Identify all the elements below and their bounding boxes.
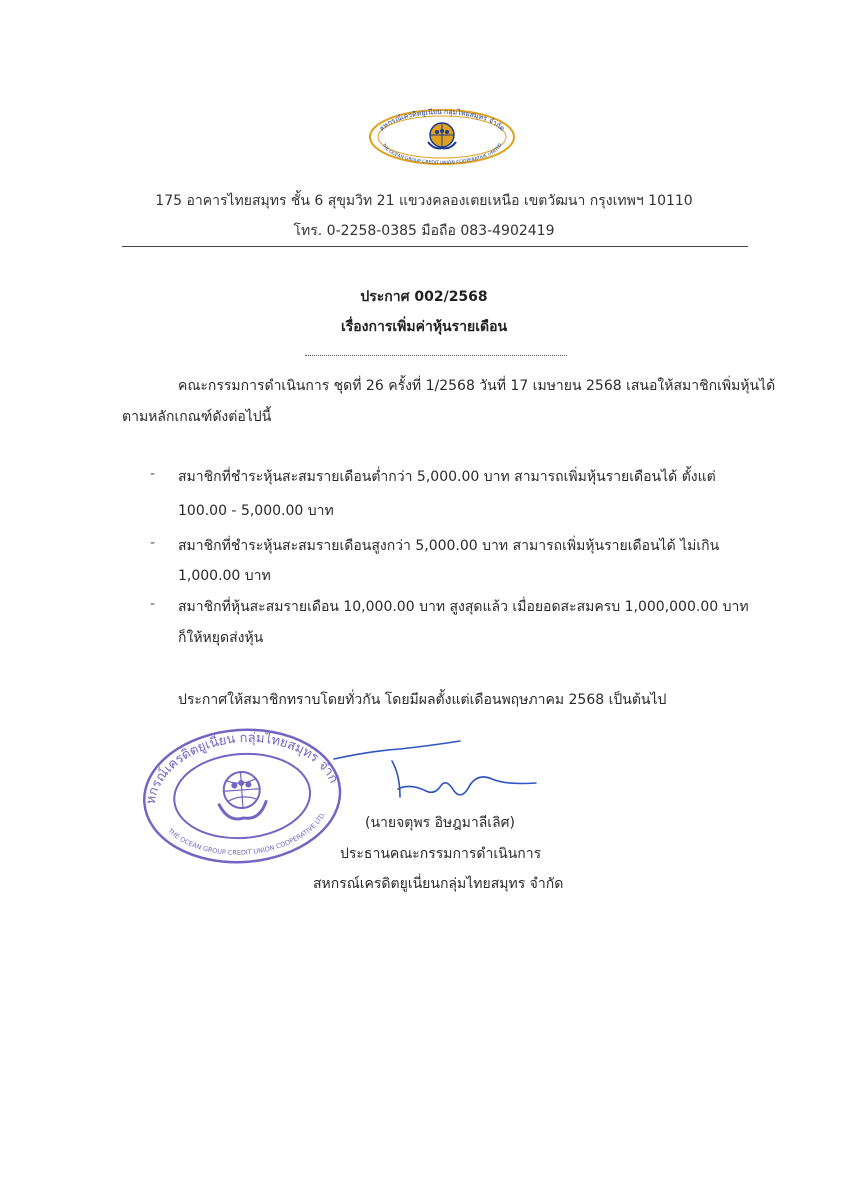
address-line: 175 อาคารไทยสมุทร ชั้น 6 สุขุมวิท 21 แขวงคลองเตยเหนือ เขตวัฒนา กรุงเทพฯ 10110	[155, 193, 693, 209]
bullet-2-line1: สมาชิกที่ชำระหุ้นสะสมรายเดือนสูงกว่า 5,000.00 บาท สามารถเพิ่มหุ้นรายเดือนได้ ไม่เกิน	[178, 538, 720, 554]
closing-paragraph: ประกาศให้สมาชิกทราบโดยทั่วกัน โดยมีผลตั้งแต่เดือนพฤษภาคม 2568 เป็นต้นไป	[178, 692, 667, 708]
svg-text:สหกรณ์เครดิตยูเนี่ยน กลุ่มไทยส: สหกรณ์เครดิตยูเนี่ยน กลุ่มไทยสมุทร จำกัด	[377, 108, 507, 133]
bullet-2-line2: 1,000.00 บาท	[178, 568, 271, 584]
bullet-dash: -	[150, 535, 156, 551]
announcement-number: ประกาศ 002/2568	[360, 289, 488, 305]
handwritten-signature	[330, 735, 545, 805]
svg-text:สหกรณ์เครดิตยูเนี่ยน กลุ่มไทยส: สหกรณ์เครดิตยูเนี่ยน กลุ่มไทยสมุทร จำกัด	[143, 730, 341, 806]
bullet-1-line2: 100.00 - 5,000.00 บาท	[178, 503, 334, 519]
signatory-organization: สหกรณ์เครดิตยูเนี่ยนกลุ่มไทยสมุทร จำกัด	[313, 876, 564, 892]
bullet-dash: -	[150, 596, 156, 612]
phone-line: โทร. 0-2258-0385 มือถือ 083-4902419	[293, 223, 555, 239]
intro-paragraph-line2: ตามหลักเกณฑ์ดังต่อไปนี้	[122, 409, 272, 425]
svg-text:THE OCEAN GROUP CREDIT UNION C: THE OCEAN GROUP CREDIT UNION COOPERATIVE LTD.	[166, 810, 328, 857]
official-stamp	[140, 722, 345, 867]
dotted-divider	[305, 355, 567, 356]
bullet-1-line1: สมาชิกที่ชำระหุ้นสะสมรายเดือนต่ำกว่า 5,000.00 บาท สามารถเพิ่มหุ้นรายเดือนได้ ตั้งแต่	[178, 469, 716, 485]
bullet-3-line2: ก็ให้หยุดส่งหุ้น	[178, 630, 264, 646]
bullet-dash: -	[150, 466, 156, 482]
cooperative-logo	[368, 108, 516, 166]
signatory-name: (นายจตุพร อิษฎมาลีเลิศ)	[365, 815, 516, 831]
svg-text:THE OCEAN GROUP CREDIT UNION C: THE OCEAN GROUP CREDIT UNION COOPERATIVE LIMITED	[380, 142, 504, 166]
bullet-3-line1: สมาชิกที่หุ้นสะสมรายเดือน 10,000.00 บาท สูงสุดแล้ว เมื่อยอดสะสมครบ 1,000,000.00 บาท	[178, 599, 749, 615]
intro-paragraph-line1: คณะกรรมการดำเนินการ ชุดที่ 26 ครั้งที่ 1/2568 วันที่ 17 เมษายน 2568 เสนอให้สมาชิกเพิ่มหุ้นได้	[178, 378, 776, 394]
signatory-position: ประธานคณะกรรมการดำเนินการ	[340, 846, 542, 862]
header-divider	[122, 246, 748, 247]
announcement-subject: เรื่องการเพิ่มค่าหุ้นรายเดือน	[340, 319, 508, 335]
